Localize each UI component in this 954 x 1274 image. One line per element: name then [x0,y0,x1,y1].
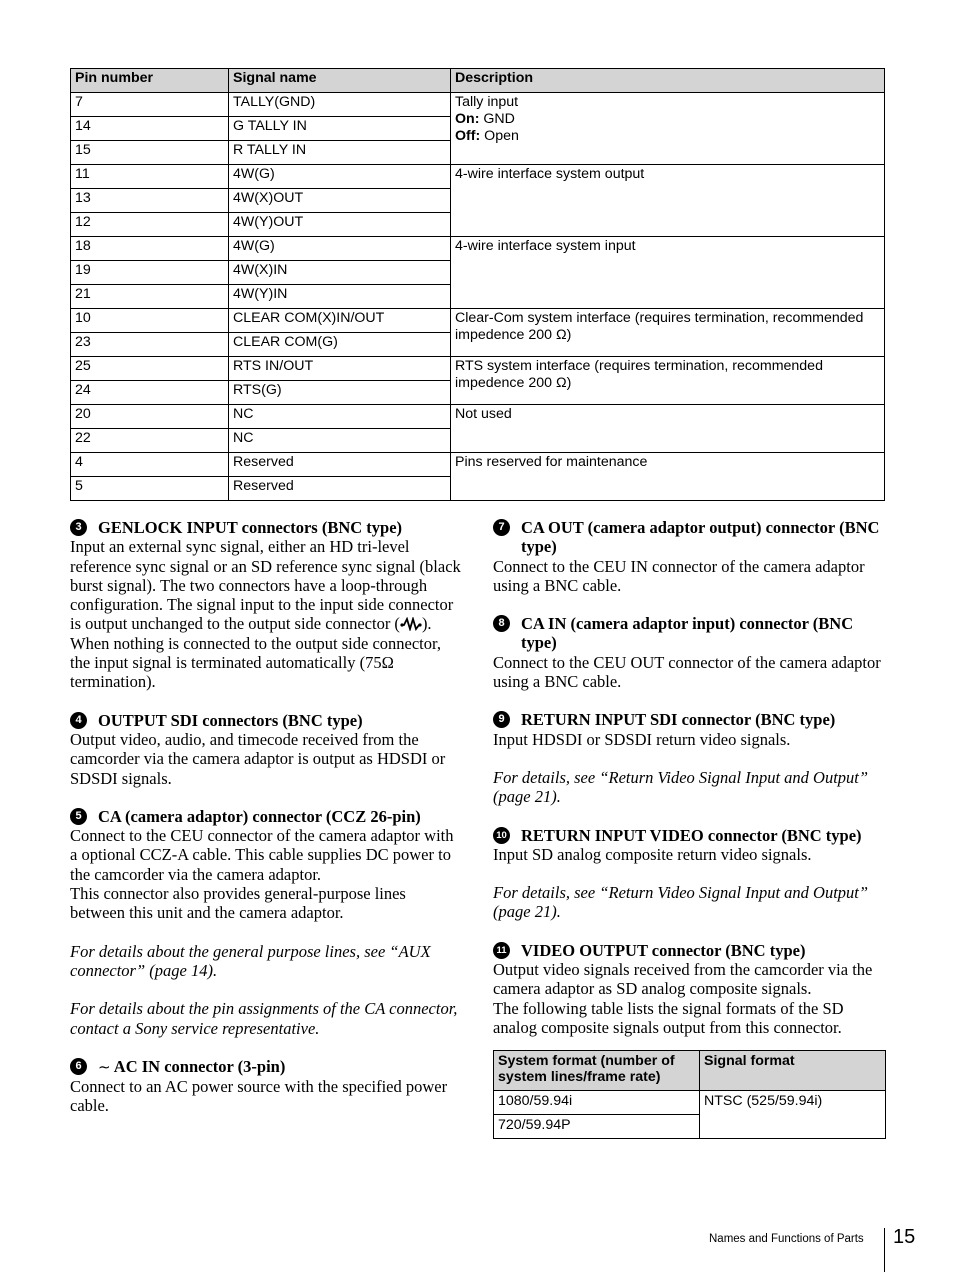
table-header-row [71,69,885,93]
pin-cell: 11 [71,165,229,189]
section-heading [70,807,462,826]
body-text: ). When nothing is connected to the output side connector, the input signal is terminated automatically (75Ω termination). [70,614,441,692]
ac-power-icon: ∼ [98,1057,111,1076]
tally-off-label: Off: [455,128,481,144]
header-signal-name: Signal name [229,69,451,93]
loop-through-icon [400,617,422,631]
body-text: Input SD analog composite return video signals. [493,844,812,864]
section-video-output [493,941,885,1037]
description-cell: 4-wire interface system input [451,237,885,309]
pin-cell: 7 [71,93,229,117]
table-row [71,237,885,261]
section-heading [493,614,885,653]
header-signal-format: Signal format [700,1051,886,1091]
pin-cell: 4 [71,453,229,477]
table-row [494,1091,886,1115]
section-output-sdi [70,711,462,788]
signal-cell: 4W(X)OUT [229,189,451,213]
section-heading [493,941,885,960]
tally-title: Tally input [455,94,519,110]
system-format-cell: 1080/59.94i [494,1091,700,1115]
system-format-cell: 720/59.94P [494,1115,700,1139]
section-title: RETURN INPUT VIDEO connector (BNC type) [521,825,862,845]
table-row [71,165,885,189]
tally-on-value: GND [479,111,515,127]
section-ca-in [493,614,885,691]
signal-cell: Reserved [229,477,451,501]
item-number-badge: 11 [493,942,510,959]
body-text: Input HDSDI or SDSDI return video signals. [493,729,791,749]
header-system-format: System format (number of system lines/frame rate) [494,1051,700,1091]
item-number-badge: 8 [493,615,510,632]
section-title: CA IN (camera adaptor input) connector (BNC type) [521,614,854,653]
section-title: CA (camera adaptor) connector (CCZ 26-pin) [98,806,421,826]
pin-cell: 13 [71,189,229,213]
body-text: Output video signals received from the camcorder via the camera adaptor as SD analog composite signals. [493,960,873,999]
section-body [70,537,462,691]
body-text: Connect to an AC power source with the specified power cable. [70,1077,448,1116]
signal-cell: NC [229,405,451,429]
section-heading [493,710,885,729]
section-return-input-video [493,826,885,865]
body-text: The following table lists the signal formats of the SD analog composite signals output from this connector. [493,998,844,1037]
signal-format-cell: NTSC (525/59.94i) [700,1091,886,1139]
table-row [71,309,885,333]
description-cell: Pins reserved for maintenance [451,453,885,501]
page-number: 15 [893,1226,916,1248]
section-ac-in [70,1057,462,1116]
section-ca-out [493,518,885,595]
pin-cell: 10 [71,309,229,333]
section-title: RETURN INPUT SDI connector (BNC type) [521,710,836,730]
section-title: OUTPUT SDI connectors (BNC type) [98,710,363,730]
signal-cell: G TALLY IN [229,117,451,141]
item-number-badge: 3 [70,519,87,536]
pin-cell: 18 [71,237,229,261]
section-return-input-sdi [493,710,885,749]
signal-cell: CLEAR COM(G) [229,333,451,357]
body-text: Connect to the CEU IN connector of the camera adaptor using a BNC cable. [493,556,865,595]
pin-cell: 19 [71,261,229,285]
section-title: AC IN connector (3-pin) [113,1056,286,1076]
item-number-badge: 7 [493,519,510,536]
signal-cell: NC [229,429,451,453]
pin-cell: 5 [71,477,229,501]
section-title: GENLOCK INPUT connectors (BNC type) [98,518,403,537]
description-cell: 4-wire interface system output [451,165,885,237]
item-number-badge: 4 [70,712,87,729]
item-number-badge: 9 [493,711,510,728]
description-cell: Clear-Com system interface (requires termination, recommended impedence 200 Ω) [451,309,885,357]
pin-cell: 23 [71,333,229,357]
pin-cell: 15 [71,141,229,165]
description-cell: RTS system interface (requires termination, recommended impedence 200 Ω) [451,357,885,405]
pin-cell: 14 [71,117,229,141]
signal-cell: 4W(X)IN [229,261,451,285]
signal-cell: TALLY(GND) [229,93,451,117]
item-number-badge: 5 [70,808,87,825]
pin-cell: 20 [71,405,229,429]
signal-cell: CLEAR COM(X)IN/OUT [229,309,451,333]
header-description: Description [451,69,885,93]
section-ca-connector [70,807,462,923]
table-row [71,93,885,117]
signal-cell: 4W(G) [229,165,451,189]
right-column [493,518,885,1139]
description-cell: Not used [451,405,885,453]
body-text: Connect to the CEU connector of the camera adaptor with a optional CCZ-A cable. This cable supplies DC power to the camcorder via the camera adaptor. [70,826,454,884]
item-number-badge: 10 [493,827,510,844]
signal-cell: R TALLY IN [229,141,451,165]
signal-cell: RTS(G) [229,381,451,405]
pin-cell: 25 [71,357,229,381]
table-row [71,453,885,477]
signal-cell: 4W(G) [229,237,451,261]
description-cell [451,93,885,165]
signal-cell: Reserved [229,453,451,477]
table-header-row [494,1051,886,1091]
reference-note: For details, see “Return Video Signal Input and Output” (page 21). [493,883,869,922]
body-text: This connector also provides general-purpose lines between this unit and the camera adaptor. [70,884,406,923]
section-heading [493,826,885,845]
tally-off-value: Open [480,128,519,144]
table-row [71,405,885,429]
item-number-badge: 6 [70,1058,87,1075]
table-row [71,357,885,381]
body-text: Input an external sync signal, either an HD tri-level reference sync signal or an SD reference sync signal (black burst signal). The two connectors have a loop-through configuration. The signal input to the input side connector is output unchanged to the output side connector ( [70,537,461,634]
pin-cell: 21 [71,285,229,309]
footer-divider [884,1228,885,1272]
signal-cell: RTS IN/OUT [229,357,451,381]
section-heading [70,711,462,730]
pin-assignment-table [70,68,885,501]
pin-cell: 22 [71,429,229,453]
reference-note: For details, see “Return Video Signal Input and Output” (page 21). [493,767,869,807]
signal-cell: 4W(Y)OUT [229,213,451,237]
footer-section-label: Names and Functions of Parts [709,1233,864,1245]
section-title: CA OUT (camera adaptor output) connector (BNC type) [521,518,880,557]
reference-note: For details about the general purpose lines, see “AUX connector” (page 14). [70,941,431,980]
section-genlock-input [70,518,462,692]
pin-cell: 24 [71,381,229,405]
tally-on-label: On: [455,111,480,127]
signal-cell: 4W(Y)IN [229,285,451,309]
pin-cell: 12 [71,213,229,237]
body-text: Connect to the CEU OUT connector of the camera adaptor using a BNC cable. [493,652,881,692]
left-column [70,518,462,1135]
header-pin-number: Pin number [71,69,229,93]
signal-format-table [493,1050,886,1139]
section-heading [70,518,462,537]
section-heading [493,518,885,557]
reference-note: For details about the pin assignments of the CA connector, contact a Sony service representative. [70,999,458,1038]
section-heading [70,1057,462,1077]
section-title: VIDEO OUTPUT connector (BNC type) [521,940,806,960]
body-text: Output video, audio, and timecode received from the camcorder via the camera adaptor is output as HDSDI or SDSDI signals. [70,729,446,788]
